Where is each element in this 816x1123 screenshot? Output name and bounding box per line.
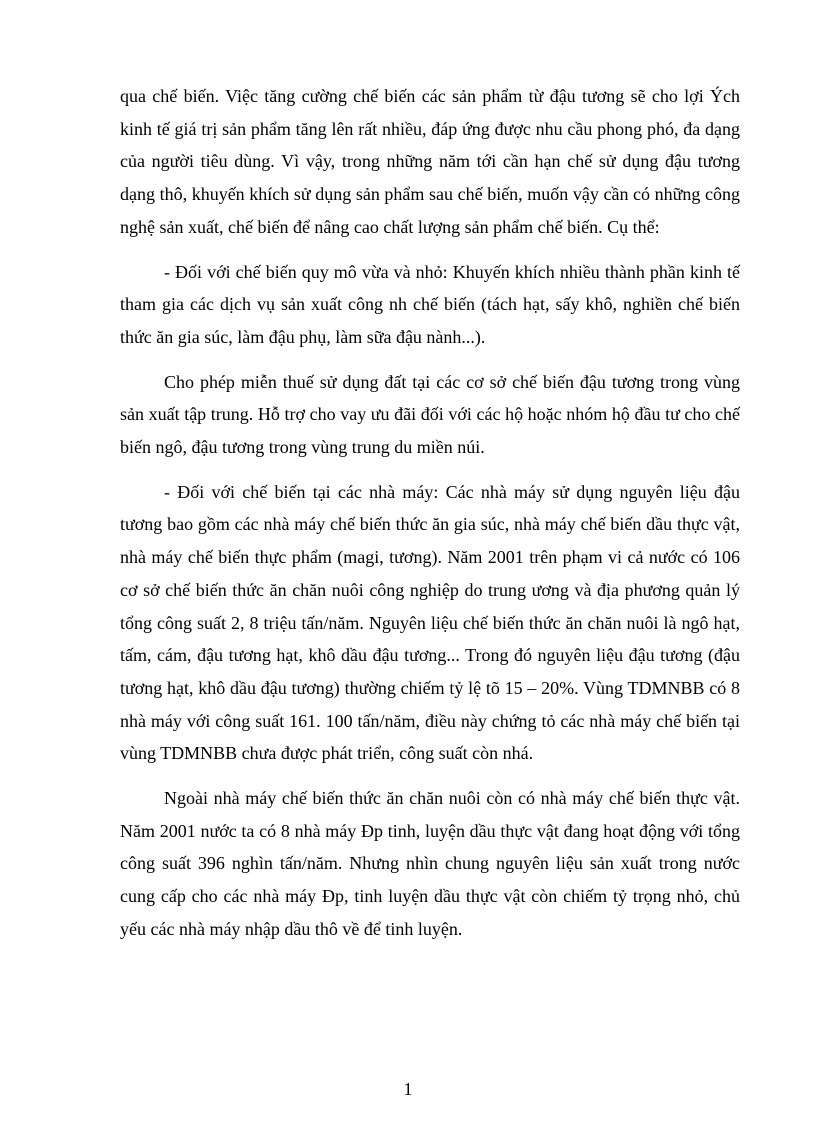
paragraph-oil-factories: Ngoài nhà máy chế biến thức ăn chăn nuôi còn có nhà máy chế biến thực vật. Năm 2001 nước ta có 8 nhà máy Ðp tinh, luyện dầu thực vật đang hoạt động với tổng công suất 396 nghìn tấn/năm. Nhưng nhìn chung nguyên liệu sản xuất trong nước cung cấp cho các nhà máy Ðp, tinh luyện dầu thực vật còn chiếm tỷ trọng nhỏ, chủ yếu các nhà máy nhập dầu thô về để tinh luyện. <box>120 788 740 939</box>
paragraph-tax-exemption: Cho phép miễn thuế sử dụng đất tại các cơ sở chế biến đậu tương trong vùng sản xuất tập trung. Hỗ trợ cho vay ưu đãi đối với các hộ hoặc nhóm hộ đầu tư cho chế biến ngô, đậu tương trong vùng trung du miền núi. <box>120 371 740 458</box>
paragraph-intro: qua chế biến. Việc tăng cường chế biến các sản phẩm từ đậu tương sẽ cho lợi Ých kinh tế giá trị sản phẩm tăng lên rất nhiều, đáp ứng được nhu cầu phong phó, đa dạng của người tiêu dùng. Vì vậy, trong những năm tới cần hạn chế sử dụng đậu tương dạng thô, khuyến khích sử dụng sản phẩm sau chế biến, muốn vậy cần có những công nghệ sản xuất, chế biến để nâng cao chất lượng sản phẩm chế biến. Cụ thể: <box>120 86 740 237</box>
page-number: 1 <box>403 1079 413 1099</box>
paragraph-factory-processing: - Đối với chế biến tại các nhà máy: Các nhà máy sử dụng nguyên liệu đậu tương bao gồm các nhà máy chế biến thức ăn gia súc, nhà máy chế biến dầu thực vật, nhà máy chế biến thực phẩm (magi, tương). Năm 2001 trên phạm vi cả nước có 106 cơ sở chế biến thức ăn chăn nuôi công nghiệp do trung ương và địa phương quản lý tổng công suất 2, 8 triệu tấn/năm. Nguyên liệu chế biến thức ăn chăn nuôi là ngô hạt, tấm, cám, đậu tương hạt, khô dầu đậu tương... Trong đó nguyên liệu đậu tương (đậu tương hạt, khô dầu đậu tương) thường chiếm tỷ lệ tõ 15 – 20%. Vùng TDMNBB có 8 nhà máy với công suất 161. 100 tấn/năm, điều này chứng tỏ các nhà máy chế biến tại vùng TDMNBB chưa được phát triển, công suất còn nhá. <box>120 481 740 764</box>
document-page <box>120 80 740 946</box>
paragraph-small-scale-processing: - Đối với chế biến quy mô vừa và nhỏ: Khuyến khích nhiều thành phần kinh tế tham gia các dịch vụ sản xuất công nh chế biến (tách hạt, sấy khô, nghiền chế biến thức ăn gia súc, làm đậu phụ, làm sữa đậu nành...). <box>120 261 740 347</box>
